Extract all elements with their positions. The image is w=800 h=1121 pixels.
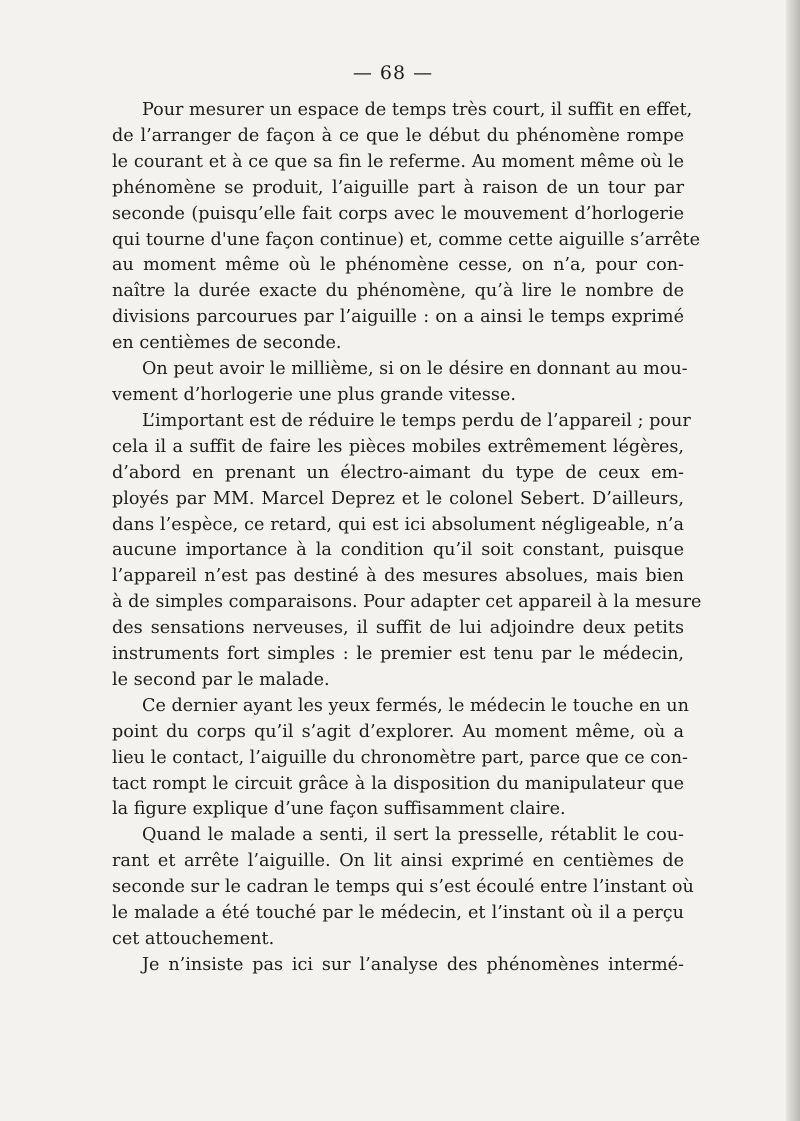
- text-line: le courant et à ce que sa fin le referme. Au moment même où le: [112, 151, 684, 172]
- text-line: Quand le malade a senti, il sert la presselle, rétablit le cou-: [142, 825, 684, 846]
- scan-edge-shadow: [786, 0, 800, 1121]
- text-line: lieu le contact, l’aiguille du chronomètre part, parce que ce con-: [112, 747, 688, 768]
- text-line: en centièmes de seconde.: [112, 333, 342, 354]
- text-line: ployés par MM. Marcel Deprez et le colonel Sebert. D’ailleurs,: [112, 488, 684, 509]
- text-line: qui tourne d'une façon continue) et, comme cette aiguille s’arrête: [112, 229, 701, 250]
- text-line: cet attouchement.: [112, 929, 275, 949]
- text-line: à de simples comparaisons. Pour adapter cet appareil à la mesure: [112, 592, 702, 613]
- text-line: l’appareil n’est pas destiné à des mesures absolues, mais bien: [112, 566, 684, 587]
- paragraph: [112, 409, 702, 694]
- text-body: [112, 98, 702, 979]
- text-line: point du corps qu’il s’agit d’explorer. Au moment même, où a: [112, 721, 684, 742]
- text-line: au moment même où le phénomène cesse, on n’a, pour con-: [112, 255, 684, 276]
- text-line: phénomène se produit, l’aiguille part à raison de un tour par: [112, 177, 684, 198]
- text-line: divisions parcourues par l’aiguille : on a ainsi le temps exprimé: [112, 307, 684, 328]
- paragraph: [112, 953, 684, 979]
- text-line: L’important est de réduire le temps perdu de l’appareil ; pour: [142, 410, 691, 431]
- text-line: seconde (puisqu’elle fait corps avec le mouvement d’horlogerie: [112, 203, 684, 224]
- text-line: des sensations nerveuses, il suffit de lui adjoindre deux petits: [112, 618, 684, 639]
- page-number: — 68 —: [352, 62, 434, 84]
- text-line: Je n’insiste pas ici sur l’analyse des phénomènes intermé-: [142, 954, 684, 975]
- paragraph: [112, 357, 688, 409]
- text-line: rant et arrête l’aiguille. On lit ainsi exprimé en centièmes de: [112, 851, 684, 872]
- text-line: le malade a été touché par le médecin, et l’instant où il a perçu: [112, 903, 684, 924]
- paragraph: [112, 98, 701, 357]
- text-line: la figure explique d’une façon suffisamment claire.: [112, 799, 566, 820]
- text-line: Pour mesurer un espace de temps très court, il suffit en effet,: [142, 100, 693, 120]
- paragraph: [112, 694, 689, 824]
- text-line: aucune importance à la condition qu’il soit constant, puisque: [112, 540, 684, 561]
- text-line: vement d’horlogerie une plus grande vitesse.: [112, 384, 516, 405]
- text-line: dans l’espèce, ce retard, qui est ici absolument négligeable, n’a: [112, 514, 684, 535]
- text-line: instruments fort simples : le premier est tenu par le médecin,: [112, 644, 684, 665]
- text-line: d’abord en prenant un électro-aimant du type de ceux em-: [112, 462, 684, 483]
- paragraph: [112, 823, 694, 953]
- text-line: tact rompt le circuit grâce à la disposition du manipulateur que: [112, 773, 684, 794]
- text-line: seconde sur le cadran le temps qui s’est écoulé entre l’instant où: [112, 877, 694, 898]
- text-line: On peut avoir le millième, si on le désire en donnant au mou-: [142, 359, 688, 380]
- text-line: cela il a suffit de faire les pièces mobiles extrêmement légères,: [112, 436, 684, 457]
- text-line: naître la durée exacte du phénomène, qu’à lire le nombre de: [112, 281, 684, 302]
- text-line: le second par le malade.: [112, 669, 330, 690]
- text-line: Ce dernier ayant les yeux fermés, le médecin le touche en un: [142, 695, 689, 716]
- text-line: de l’arranger de façon à ce que le début du phénomène rompe: [112, 125, 684, 146]
